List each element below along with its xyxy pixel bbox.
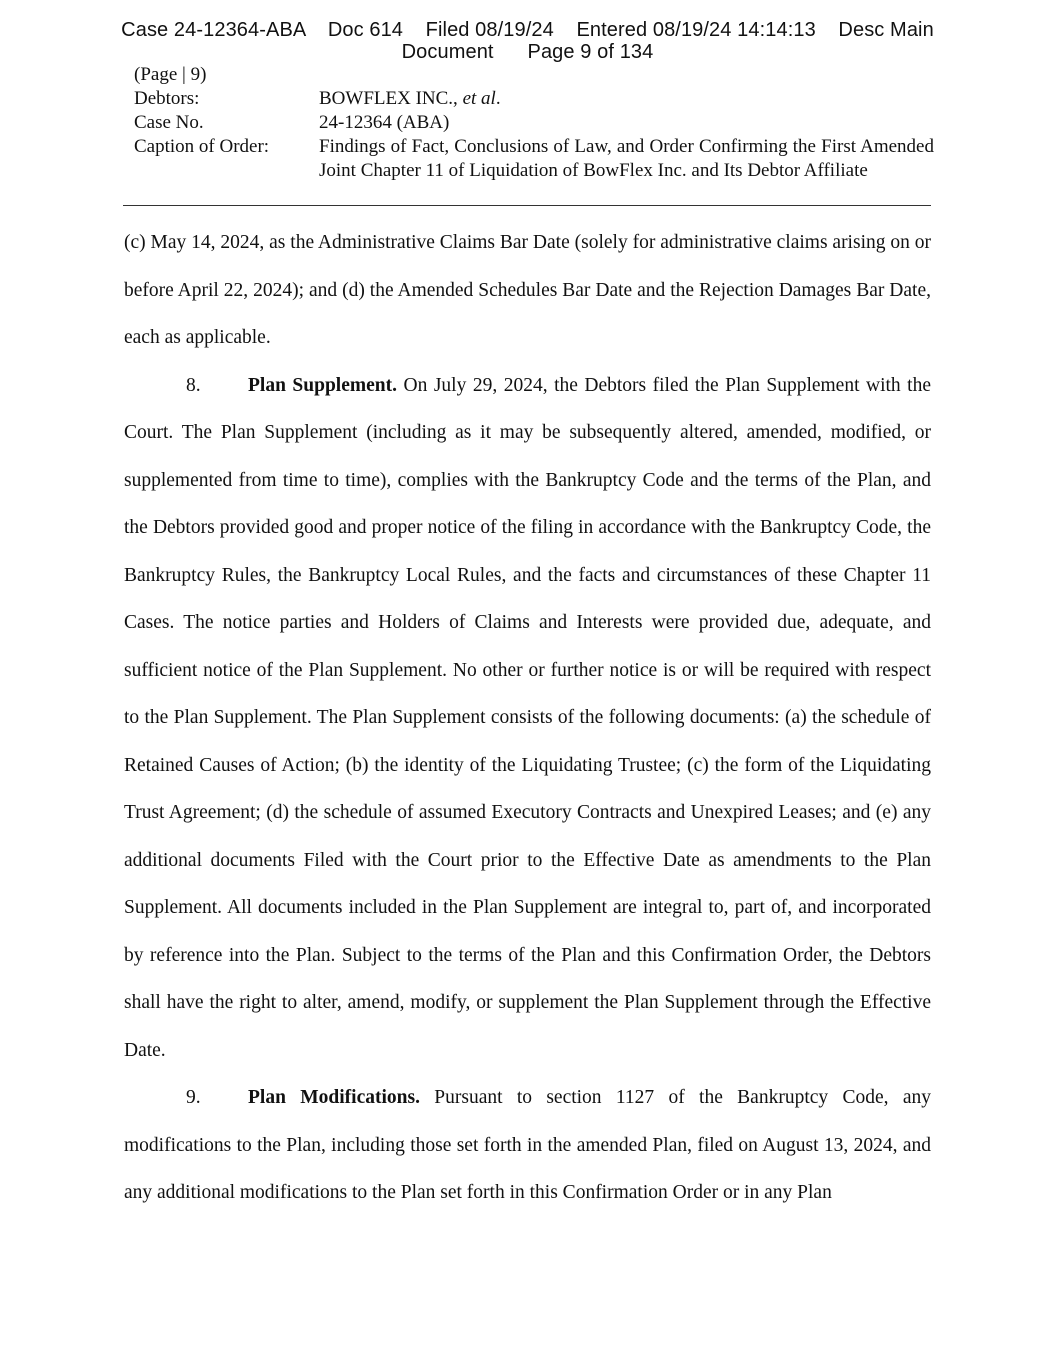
debtors-period: .	[495, 88, 501, 109]
caption-order-row	[134, 135, 934, 183]
paragraph-continued: (c) May 14, 2024, as the Administrative Claims Bar Date (solely for administrative claims arising on or before April 22, 2024); and (d) the Amended Schedules Bar Date and the Rejection Damages Bar Date, each as applicable.	[124, 232, 931, 348]
caption-page-ref-row	[134, 63, 934, 87]
debtors-et-al: et al	[462, 88, 496, 109]
page-reference: (Page | 9)	[134, 64, 207, 85]
paragraph-9	[124, 1074, 931, 1217]
ecf-header-line-2: Document Page 9 of 134	[401, 41, 654, 63]
paragraph-8-text: On July 29, 2024, the Debtors filed the Plan Supplement with the Court. The Plan Supplement (including as it may be subsequently altered, amended, modified, or supplemented from time to time), complies with the Bankruptcy Code and the terms of the Plan, and the Debtors provided good and proper notice of the filing in accordance with the Bankruptcy Code, the Bankruptcy Rules, the Bankruptcy Local Rules, and the facts and circumstances of these Chapter 11 Cases. The notice parties and Holders of Claims and Interests were provided due, adequate, and sufficient notice of the Plan Supplement. No other or further notice is or will be required with respect to the Plan Supplement. The Plan Supplement consists of the following documents: (a) the schedule of Retained Causes of Action; (b) the identity of the Liquidating Trustee; (c) the form of the Liquidating Trust Agreement; (d) the schedule of assumed Executory Contracts and Unexpired Leases; and (e) any additional documents Filed with the Court prior to the Effective Date as amendments to the Plan Supplement. All documents included in the Plan Supplement are integral to, part of, and incorporated by reference into the Plan. Subject to the terms of the Plan and this Confirmation Order, the Debtors shall have the right to alter, amend, modify, or supplement the Plan Supplement through the Effective Date.	[124, 374, 931, 1061]
document-body	[124, 219, 931, 1217]
caption-debtors-row	[134, 87, 934, 111]
debtors-value	[319, 87, 934, 111]
case-number-label: Case No.	[134, 112, 204, 133]
debtors-label: Debtors:	[134, 88, 200, 109]
caption-divider	[123, 205, 931, 206]
paragraph-9-number: 9.	[186, 1087, 201, 1108]
ecf-header-line-1: Case 24-12364-ABA Doc 614 Filed 08/19/24 Entered 08/19/24 14:14:13 Desc Main	[121, 19, 934, 41]
ecf-filing-header	[0, 19, 1055, 63]
debtors-name: BOWFLEX INC.,	[319, 88, 458, 109]
caption-case-row	[134, 111, 934, 135]
paragraph-8	[124, 362, 931, 1075]
caption-block	[134, 63, 934, 183]
paragraph-8-number: 8.	[186, 374, 201, 396]
paragraph-9-heading: Plan Modifications.	[248, 1087, 420, 1108]
caption-of-order-label: Caption of Order:	[134, 136, 270, 157]
paragraph-9-text: Pursuant to section 1127 of the Bankruptcy Code, any modifications to the Plan, including those set forth in the amended Plan, filed on August 13, 2024, and any additional modifications to the Plan set forth in this Confirmation Order or in any Plan	[124, 1087, 931, 1203]
caption-of-order-value: Findings of Fact, Conclusions of Law, and Order Confirming the First Amended Joint Chapter 11 of Liquidation of BowFlex Inc. and Its Debtor Affiliate	[319, 136, 934, 181]
case-number-value: 24-12364 (ABA)	[319, 112, 450, 133]
paragraph-8-heading: Plan Supplement.	[248, 374, 397, 396]
